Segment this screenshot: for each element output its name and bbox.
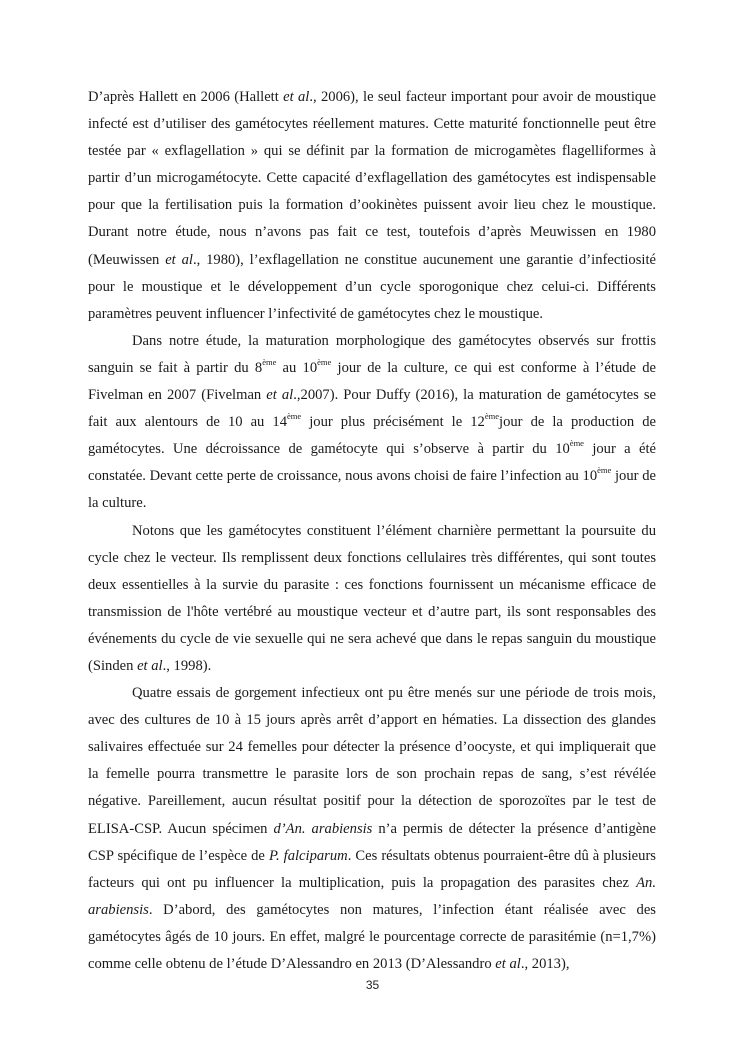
text-run: jour a été constatée. Devant cette perte de croissance, nous avons choisi de faire l’infection au 10 — [88, 441, 657, 485]
paragraph-gametocytes-role — [88, 518, 656, 681]
paragraph-maturation — [88, 328, 656, 518]
text-run: n’a permis de détecter la présence d’antigène CSP spécifique de l’espèce de — [88, 820, 657, 864]
superscript-run: ème — [317, 357, 332, 368]
document-body — [88, 84, 656, 978]
italic-run: P. falciparum — [268, 847, 348, 864]
superscript-run: ème — [484, 411, 500, 422]
italic-run: et al — [165, 251, 193, 268]
page-number: 35 — [365, 978, 380, 992]
text-run: jour de la culture, ce qui est conforme à l’étude de Fivelman en 2007 (Fivelman — [88, 359, 656, 404]
superscript-run: ème — [597, 465, 612, 476]
text-run: ., 2006), le seul facteur important pour avoir de moustique infecté est d’utiliser des gamétocytes réellement matures. Cette maturité fonctionnelle peut être testée par « exflagellation » qui se définit par la formation de microgamètes flagelliformes à partir d’un microgamétocyte. Cette capacité d’exflagellation des gamétocytes est indispensable pour que la fertilisation puis la formation d’ookinètes puissent avoir lieu chez le moustique. Durant notre étude, nous n’avons pas fait ce test, toutefois d’après Meuwissen en 1980 (Meuwissen — [88, 89, 656, 268]
italic-run: et al — [137, 657, 163, 674]
italic-run: et al — [283, 89, 310, 105]
paragraph-infection-trials — [88, 680, 656, 978]
superscript-run: ème — [262, 357, 277, 368]
text-run: Dans notre étude, la maturation morphologique des gamétocytes observés sur frottis sanguin se fait à partir du 8 — [88, 332, 656, 376]
paragraph-hallett — [88, 84, 656, 328]
text-run: ., 1980), l’exflagellation ne constitue aucunement une garantie d’infectiosité pour le moustique et le développement d’un cycle sporogonique chez celui-ci. Différents paramètres peuvent influencer l’infectivité de gamétocytes chez le moustique. — [88, 251, 656, 322]
text-run: ., 2013), — [520, 956, 570, 972]
text-run: jour de la production de gamétocytes. Une décroissance de gamétocyte qui s’observe à partir du 10 — [88, 414, 656, 458]
text-run: au 10 — [276, 359, 318, 376]
text-run: Quatre essais de gorgement infectieux ont pu être menés sur une période de trois mois, avec des cultures de 10 à 15 jours après arrêt d’apport en hématies. La dissection des glandes salivaires effectuée sur 24 femelles pour détecter la présence d’oocyste, et qui impliquerait que la femelle pourra transmettre le parasite lors de son prochain repas de sang, s’est révélée négative. Pareillement, aucun résultat positif pour la détection de sporozoïtes par le test de ELISA-CSP. Aucun spécimen — [88, 685, 656, 837]
text-run: jour de la culture. — [88, 468, 656, 512]
italic-run: d’An. arabiensis — [273, 820, 373, 837]
superscript-run: ème — [287, 411, 302, 422]
italic-run: An. arabiensis — [88, 874, 656, 918]
italic-run: et al — [495, 956, 521, 972]
text-run: Notons que les gamétocytes constituent l’élément charnière permettant la poursuite du cycle chez le vecteur. Ils remplissent deux fonctions cellulaires très différentes, qui sont toutes deux essentielles à la survie du parasite : ces fonctions fournissent un mécanisme efficace de transmission de l'hôte vertébré au moustique vecteur et d’autre part, ils sont responsables des événements du cycle de vie sexuelle qui ne sera achevé que dans le repas sanguin du moustique (Sinden — [88, 522, 656, 674]
text-run: jour plus précisément le 12 — [301, 414, 485, 431]
text-run: D’après Hallett en 2006 (Hallett — [88, 89, 284, 105]
text-run: . D’abord, des gamétocytes non matures, l’infection étant réalisée avec des gamétocytes âgés de 10 jours. En effet, malgré le pourcentage correcte de parasitémie (n=1,7%) comme celle obtenu de l’étude D’Alessandro en 2013 (D’Alessandro — [88, 901, 656, 972]
text-run: ., 1998). — [162, 657, 212, 674]
text-run: . Ces résultats obtenus pourraient-être dû à plusieurs facteurs qui ont pu influencer la multiplication, puis la propagation des parasites chez — [88, 847, 656, 891]
italic-run: et al — [266, 387, 294, 404]
superscript-run: ème — [569, 438, 584, 449]
text-run: .,2007). Pour Duffy (2016), la maturation de gamétocytes se fait aux alentours de 10 au 14 — [88, 387, 656, 431]
